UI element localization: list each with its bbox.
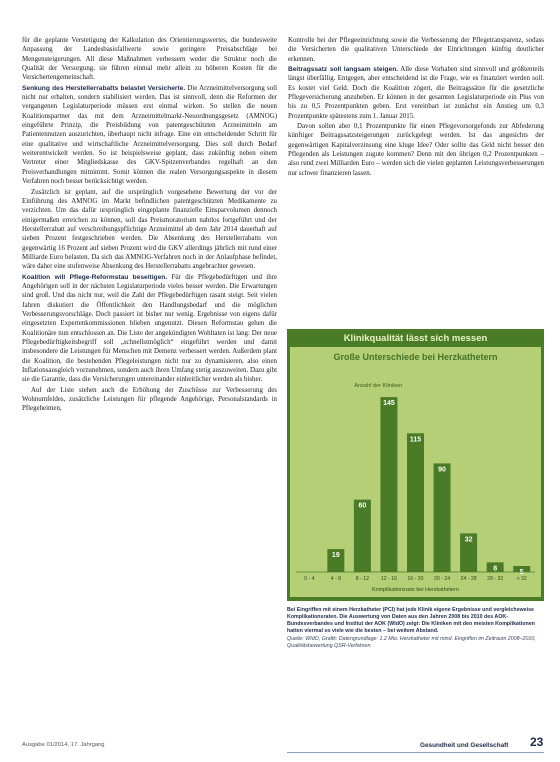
x-tick-label: > 32 xyxy=(516,576,527,582)
section-heading: Koalition will Pflege-Reformstau beseitigen. xyxy=(22,273,168,281)
paragraph: Davon sollen aber 0,1 Prozentpunkte für einen Pflegevorsorgefonds zur Abfederung künftiger Beitragssatzsteigerungen zurückgelegt werden. Ist das angesichts der gegenwärtigen Kapitalverzinsung eine kluge Idee? Oder sollte das Geld nicht besser den Pflegenden als Leistungen zugute kommen? Denn mit den übrigen 0,2 Prozentpunkten – also rund zwei Milliarden Euro – werden sich die vielen geplanten Leistungsverbesserungen nur schwer finanzieren lassen. xyxy=(288,123,544,177)
x-tick-label: 8 - 12 xyxy=(355,576,370,582)
bar-value-label: 32 xyxy=(464,536,473,544)
paragraph: Auf der Liste stehen auch die Erhöhung der Zuschüsse zur Verbesserung des Wohnumfeldes, zusätzliche Leistungen für pflegende Angehörige, Personalstandards in Pflegeheimen, xyxy=(22,386,277,413)
section-heading: Senkung des Herstellerrabatts belastet Versicherte. xyxy=(22,84,186,92)
x-tick-label: 28 - 32 xyxy=(487,576,504,582)
figure-title: Klinikqualität lässt sich messen xyxy=(343,333,488,344)
magazine-name: Gesundheit und Gesellschaft xyxy=(420,742,509,749)
x-tick-label: 4 - 8 xyxy=(330,576,342,582)
caption-source: Quelle: WIdO, Grafik: Datengrundlage: 1.2 Mio. Herzkatheter mit mind. Eingriffen im Zeitraum 2008–2010, Qualitätsbewertung QSR-Verfahren. xyxy=(287,636,536,650)
bar-value-label: 5 xyxy=(519,568,524,576)
chart-bar xyxy=(354,500,371,572)
section-text: Die Arzneimittelversorgung soll nicht nur erhalten, sondern stabilisiert werden. Das ist sinnvoll, denn die Reformen der vergangenen Legislaturperiode müssen erst einmal wirken. So stellen die neuen Koalitionspartner das mit dem Arzneimittelmarkt-Neuordnungsgesetz (AMNOG) eingeführte Prinzip, die Preisbildung von patentgeschützten Arzneimitteln am Patientennutzen auszurichten, überhaupt nicht infrage. Eine ein entscheidender Schritt für eine qualitative und wirtschaftliche Arzneimittelversorgung. Dies soll durch Bedarf weiterentwickelt werden. So ist beispielsweise geplant, dass zukünftig neben einem Vertreter einer Mitgliedskasse des GKV-Spitzenverbandes regelhaft an den Preisverhandlungen mitnimmt. Somit können die realen Versorgungsaspekte in diesem Verfahren noch besser berücksichtigt werden. xyxy=(22,84,277,186)
bar-value-label: 8 xyxy=(493,565,498,573)
bar-value-label: 115 xyxy=(409,436,422,444)
caption-text: Bei Eingriffen mit einem Herzkatheter (PCI) hat jede Klinik eigene Ergebnisse und vergleichsweise Komplikationsraten. Die Auswertung von Daten aus den Jahren 2008 bis 2010 des AOK-Bundesverbandes und Institut der AOK (WIdO) zeigt: Die Kliniken mit den meisten Komplikationen hatten viermal so viele wie die besten – bei weitem Abstand. xyxy=(287,607,535,635)
bar-chart xyxy=(290,347,541,597)
right-column xyxy=(288,36,544,179)
x-tick-label: 20 - 24 xyxy=(433,576,451,582)
x-tick-label: 12 - 16 xyxy=(380,576,398,582)
paragraph: für die geplante Verstetigung der Kalkulation des Orientierungswertes, die bundesweite Anpassung der Landesbasisfallwerte sowie geringere Preisabschläge bei Mengensteigerungen. All diese Maßnahmen verbessern weder die Struktur noch die Qualität der Versorgung, sie führen einmal mehr allein zu höheren Kosten für die Versichertengemeinschaft. xyxy=(22,37,277,82)
bar-value-label: 60 xyxy=(358,502,367,510)
x-tick-label: 24 - 28 xyxy=(460,576,477,582)
x-axis-label: Komplikationsrate bei Herzkathetern xyxy=(372,587,459,593)
x-tick-label: 0 - 4 xyxy=(304,576,315,582)
bar-value-label: 145 xyxy=(383,400,395,408)
y-axis-label: Anzahl der Kliniken xyxy=(354,383,403,389)
infographic xyxy=(287,329,544,601)
footer-rule xyxy=(287,752,544,753)
section-text: Alle diese Vorhaben sind sinnvoll und größtenteils längst überfällig. Entgegen, aber entscheidend ist die Frage, wie es finanziert werden soll. Es kostet viel Geld. Doch die Koalition zögert, die Beitragssätze für die gesetzliche Pflegeversicherung anzuheben. Er können in der gesamten Legislaturperiode ein Plus von bis zu 0,5 Prozentpunkten geben. Erst vereinbart ist zunächst ein Anstieg um 0,3 Prozentpunkte spätestens zum 1. Januar 2015. xyxy=(288,66,544,120)
page-number: 23 xyxy=(530,735,544,749)
paragraph: Kontrolle bei der Pflegeeinrichtung sowie die Verbesserung der Pflegetransparenz, sodass die Versicherten die qualitativen Unterschiede der Einrichtungen künftig deutlicher erkennen. xyxy=(288,37,544,63)
chart-bar xyxy=(434,463,451,572)
x-tick-label: 16 - 20 xyxy=(407,576,424,582)
section-text: Für die Pflegebedürftigen und ihre Angehörigen soll in der nächsten Legislaturperiode vieles besser werden. Die Erwartungen sind groß. Und das nicht nur, weil die Zahl der Pflegebedürftigen rasant steigt. Seit vielen Jahren diskutiert die Öffentlichkeit den Handlungsbedarf und die möglichen Verbesserungsvorschläge. Doch passiert ist bisher nur wenig. Ergebnisse von eigens dafür eingesetzten Expertenkommissionen blieben ungenutzt. Diesen Reformstau gehen die Koalitionäre nun entschlossen an. Die Liste der angekündigten Wohltaten ist lang: Der neue Pflegebedürftigkeitsbegriff soll „schnellstmöglich“ eingeführt werden und damit insbesondere die Leistungen für Menschen mit Demenz verbessert werden. Außerdem plant die Koalition, die bestehenden Pflegeleistungen nicht nur zu dynamisieren, also einen Inflationsausgleich vorzunehmen, sondern auch ihren Umfang stetig auszuweiten. Dazu gibt sie die Garantie, dass die Versicherungen untereinander einheitlicher werden als bisher. xyxy=(22,273,277,384)
section-heading: Beitragssatz soll langsam steigen. xyxy=(288,66,399,74)
figure-caption xyxy=(287,607,544,651)
issue-info: Ausgabe 01/2014, 17. Jahrgang xyxy=(22,742,105,748)
figure-subtitle: Große Unterschiede bei Herzkathetern xyxy=(333,352,498,362)
chart-bar xyxy=(407,433,424,572)
chart-bar xyxy=(380,397,397,572)
bar-value-label: 19 xyxy=(331,552,340,560)
left-column xyxy=(22,36,277,415)
paragraph: Zusätzlich ist geplant, auf die ursprünglich vorgesehene Bewertung der vor der Einführung des AMNOG im Markt befindlichen patentgeschützten Medikamente zu verzichten. Um das dafür ursprünglich eingeplante finanzielle Einsparvolumen dennoch einigermaßen erreichen zu können, soll das Preismoratorium nahtlos fortgeführt und der Herstellerrabatt auf verschreibungspflichtige Arzneimittel ab dem Jahr 2014 dauerhaft auf sieben Prozent festgeschrieben werden. Die Absenkung des Herstellerrabatts von gegenwärtig 16 Prozent auf sieben Prozent wird die GKV allerdings jährlich mit rund einer Milliarde Euro belasten. Da sich das AMNOG-Verfahren noch in der Anlaufphase befindet, wäre daher eine stufenweise Absenkung des Herstellerrabatts angebrachter gewesen. xyxy=(22,188,277,271)
bar-value-label: 90 xyxy=(438,466,446,474)
chart-panel xyxy=(290,347,541,597)
